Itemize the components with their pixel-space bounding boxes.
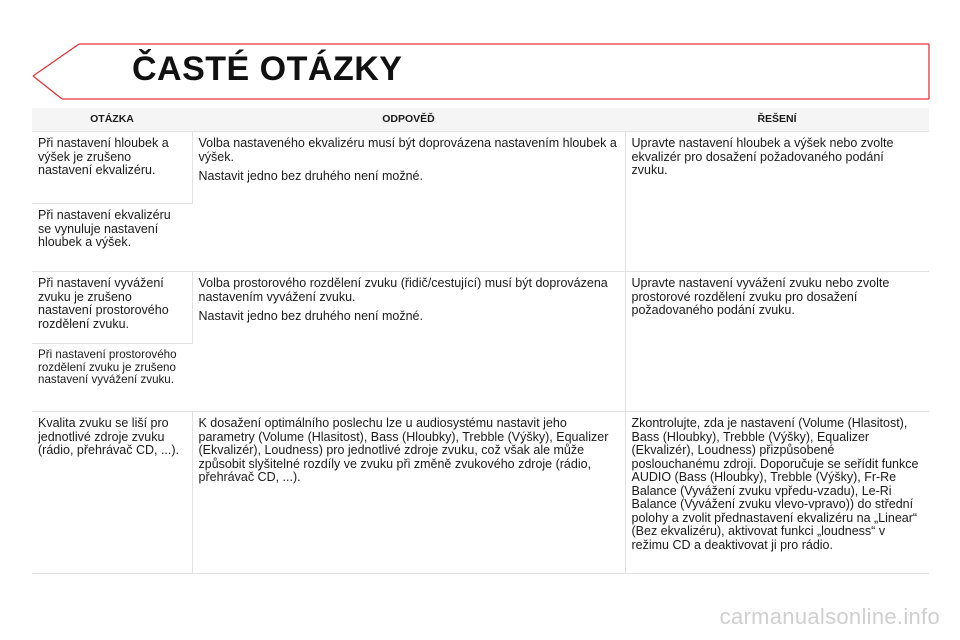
- answer-paragraph: Volba nastaveného ekvalizéru musí být doprovázena nastavením hloubek a výšek.: [198, 136, 617, 164]
- answer-paragraph: Volba prostorového rozdělení zvuku (řidič/cestující) musí být doprovázena nastavením vyvážení zvuku.: [198, 276, 608, 304]
- solution-cell: Zkontrolujte, zda je nastavení (Volume (Hlasitost), Bass (Hloubky), Trebble (Výšky), Equalizer (Ekvalizér), Loudness) přizpůsobené poslouchanému zdroji. Doporučuje se seřídit funkce AUDIO (Bass (Hloubky), Trebble (Výšky), Fr-Re Balance (Vyvážení zvuku vpředu-vzadu), Le-Ri Balance (Vyvážení zvuku vlevo-vpravo)) do střední polohy a zvolit přednastavení ekvalizéru na „Linear“ (Bez ekvalizéru), aktivovat funkci „loudness“ v režimu CD a deaktivovat ji pro rádio.: [625, 412, 929, 574]
- solution-cell: Upravte nastavení vyvážení zvuku nebo zvolte prostorové rozdělení zvuku pro dosažení požadovaného podání zvuku.: [625, 272, 929, 412]
- page-title: ČASTÉ OTÁZKY: [132, 50, 403, 88]
- answer-paragraph: Nastavit jedno bez druhého není možné.: [198, 309, 423, 323]
- solution-cell: Upravte nastavení hloubek a výšek nebo zvolte ekvalizér pro dosažení požadovaného podání zvuku.: [625, 132, 929, 272]
- question-cell: Při nastavení hloubek a výšek je zrušeno nastavení ekvalizéru.: [32, 132, 192, 204]
- answer-cell: [192, 132, 625, 272]
- column-header-answer: ODPOVĚĎ: [192, 108, 625, 132]
- column-header-solution: ŘEŠENÍ: [625, 108, 929, 132]
- column-header-question: OTÁZKA: [32, 108, 192, 132]
- answer-cell: [192, 272, 625, 412]
- answer-paragraph: K dosažení optimálního poslechu lze u audiosystému nastavit jeho parametry (Volume (Hlasitost), Bass (Hloubky), Trebble (Výšky), Equalizer (Ekvalizér), Loudness) pro jednotlivé zdroje zvuku, což však ale může způsobit slyšitelné rozdíly ve zvuku při změně zvukového zdroje (rádio, přehrávač CD, ...).: [198, 416, 609, 484]
- page-header: [0, 0, 960, 105]
- question-cell: Při nastavení ekvalizéru se vynuluje nastavení hloubek a výšek.: [32, 204, 192, 272]
- question-cell: Kvalita zvuku se liší pro jednotlivé zdroje zvuku (rádio, přehrávač CD, ...).: [32, 412, 192, 574]
- watermark: carmanualsonline.info: [719, 604, 940, 629]
- question-cell: Při nastavení vyvážení zvuku je zrušeno nastavení prostorového rozdělení zvuku.: [32, 272, 192, 344]
- question-cell: Při nastavení prostorového rozdělení zvuku je zrušeno nastavení vyvážení zvuku.: [32, 344, 192, 412]
- table-header-row: [32, 108, 929, 132]
- table-row: [32, 132, 929, 204]
- faq-table: [32, 108, 929, 574]
- table-row: [32, 272, 929, 344]
- answer-cell: [192, 412, 625, 574]
- answer-paragraph: Nastavit jedno bez druhého není možné.: [198, 169, 423, 183]
- table-row: [32, 412, 929, 574]
